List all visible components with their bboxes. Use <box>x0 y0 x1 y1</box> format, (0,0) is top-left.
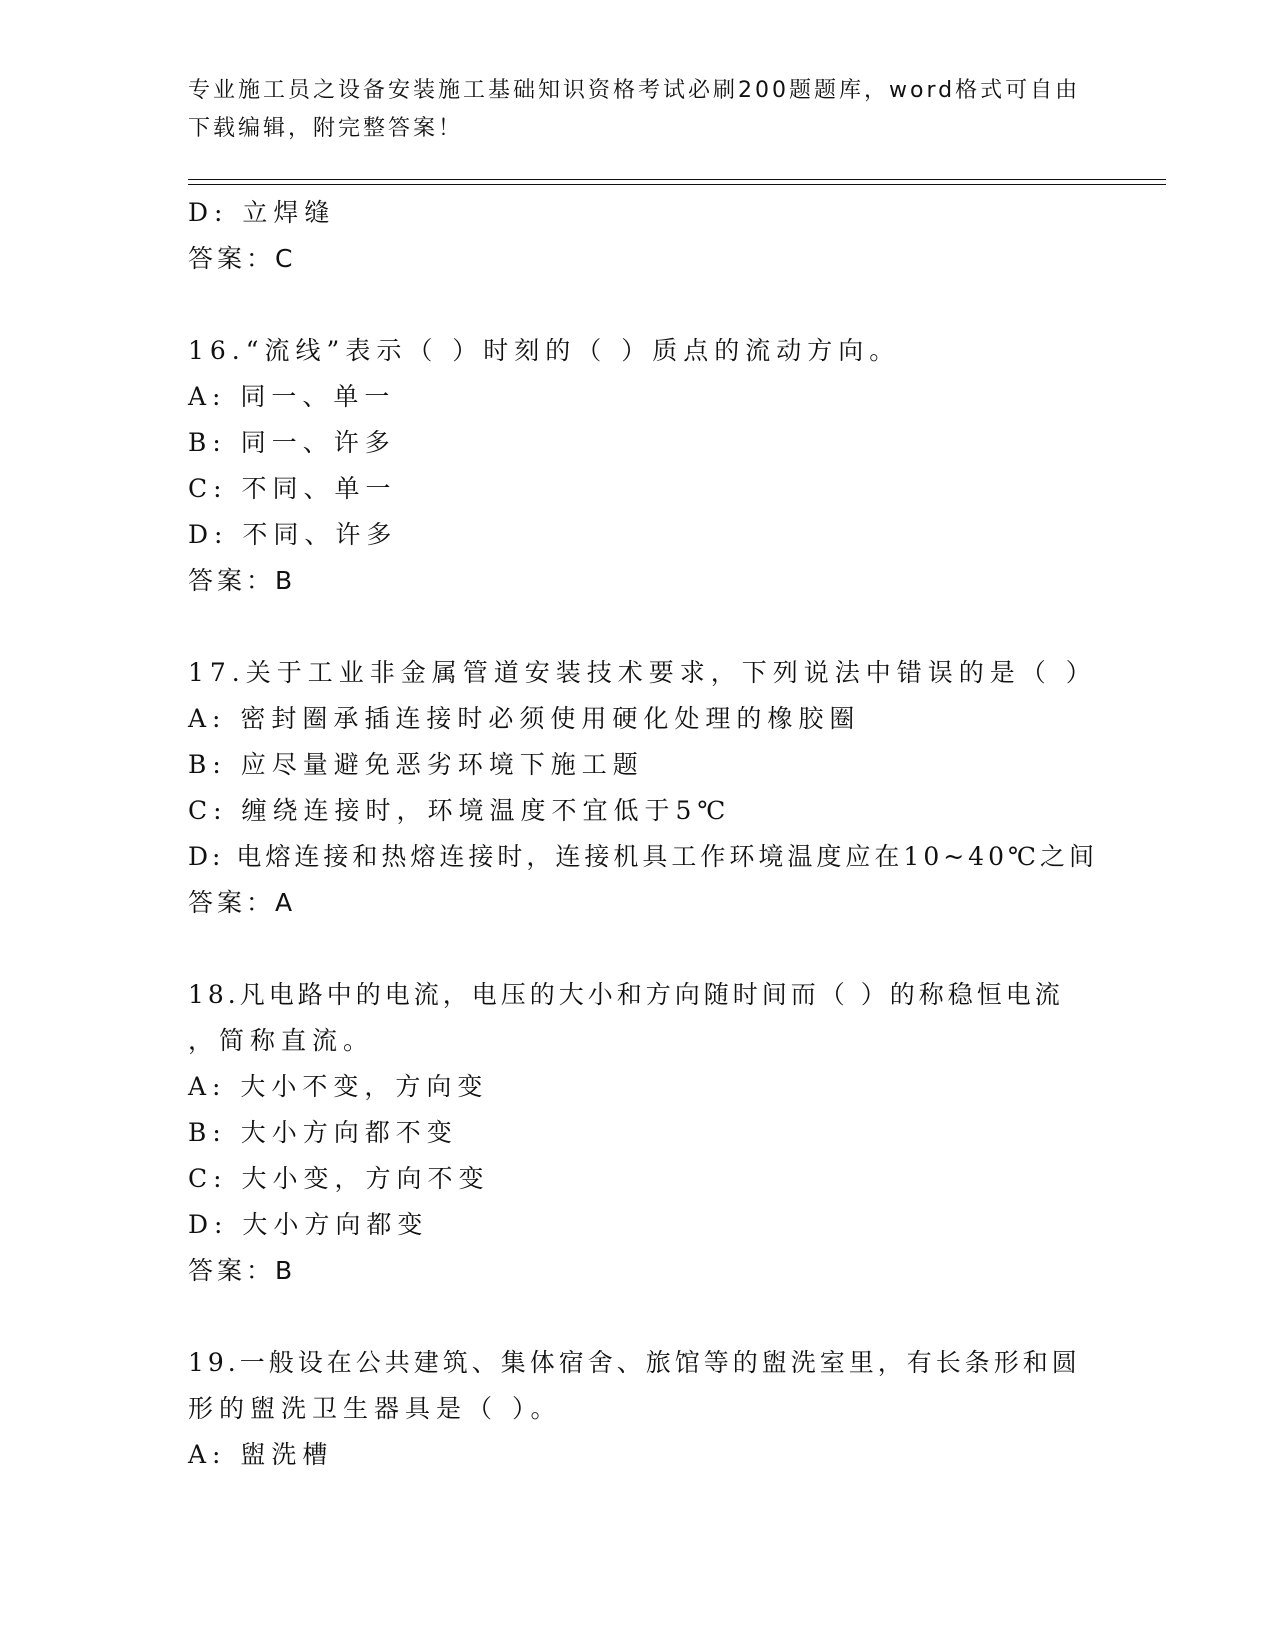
q19-option-a: A: 盥洗槽 <box>188 1440 334 1469</box>
q17-option-c: C: 缠绕连接时，环境温度不宜低于5℃ <box>188 796 732 825</box>
header-title-line2: 下载编辑，附完整答案！ <box>188 116 464 141</box>
q18-option-c: C: 大小变，方向不变 <box>188 1164 490 1193</box>
q16-answer: 答案：B <box>188 566 297 595</box>
q17-option-d: D: 电熔连接和热熔连接时，连接机具工作环境温度应在10~40℃之间 <box>188 842 1098 871</box>
spacer <box>188 926 1088 972</box>
q16-option-b: B: 同一、许多 <box>188 428 396 457</box>
document-header <box>188 72 1088 148</box>
q18-stem-line2: ，简称直流。 <box>188 1026 375 1055</box>
prev-answer: 答案：C <box>188 244 297 273</box>
q18-answer: 答案：B <box>188 1256 297 1285</box>
header-title-line1: 专业施工员之设备安装施工基础知识资格考试必刷200题题库，word格式可自由 <box>188 78 1081 103</box>
q17-option-a: A: 密封圈承插连接时必须使用硬化处理的橡胶圈 <box>188 704 861 733</box>
q17-option-b: B: 应尽量避免恶劣环境下施工题 <box>188 750 644 779</box>
q18-option-a: A: 大小不变，方向变 <box>188 1072 489 1101</box>
q16-stem: 16.“流线”表示（ ）时刻的（ ）质点的流动方向。 <box>188 336 901 365</box>
question-list <box>188 190 1098 1478</box>
q16-option-d: D: 不同、许多 <box>188 520 398 549</box>
header-divider-bottom <box>188 184 1166 185</box>
q16-option-a: A: 同一、单一 <box>188 382 396 411</box>
q18-option-d: D: 大小方向都变 <box>188 1210 429 1239</box>
q18-stem-line1: 18.凡电路中的电流，电压的大小和方向随时间而（ ）的称稳恒电流 <box>188 980 1064 1009</box>
q18-option-b: B: 大小方向都不变 <box>188 1118 458 1147</box>
spacer <box>188 282 1088 328</box>
q16-option-c: C: 不同、单一 <box>188 474 397 503</box>
header-divider-top <box>188 179 1166 180</box>
q19-stem-line2: 形的盥洗卫生器具是（ ）。 <box>188 1394 562 1423</box>
q17-answer: 答案：A <box>188 888 297 917</box>
spacer <box>188 1294 1088 1340</box>
prev-option-d: D: 立焊缝 <box>188 198 336 227</box>
q19-stem-line1: 19.一般设在公共建筑、集体宿舍、旅馆等的盥洗室里，有长条形和圆 <box>188 1348 1081 1377</box>
spacer <box>188 604 1088 650</box>
q17-stem: 17.关于工业非金属管道安装技术要求，下列说法中错误的是（ ） <box>188 658 1097 687</box>
